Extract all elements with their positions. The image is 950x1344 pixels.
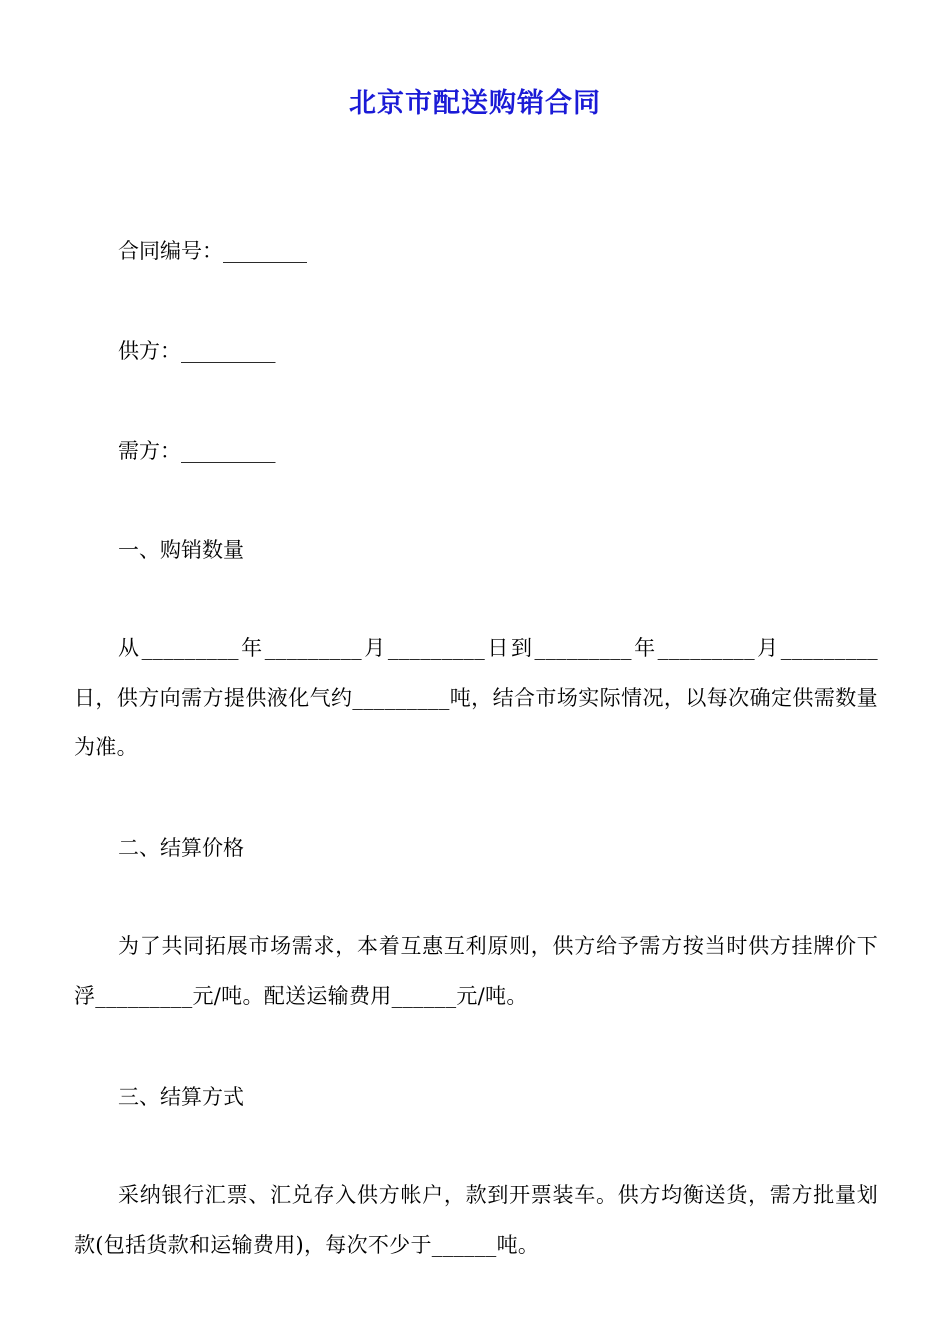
section-heading-quantity: 一、购销数量 — [118, 538, 244, 562]
section-heading-price: 二、结算价格 — [118, 836, 244, 860]
document-title: 北京市配送购销合同 — [349, 88, 601, 119]
contract-number-line: 合同编号：________ — [118, 239, 307, 263]
buyer-line: 需方：_________ — [118, 439, 276, 463]
section-body-price: 为了共同拓展市场需求，本着互惠互利原则，供方给予需方按当时供方挂牌价下浮_________元/吨。配送运输费用______元/吨。 — [74, 934, 878, 1008]
supplier-line: 供方：_________ — [118, 339, 276, 363]
section-body-quantity: 从_________年_________月_________日到_________年_________月_________日，供方向需方提供液化气约_________吨，结合市场实际情况，以每次确定供需数量为准。 — [74, 636, 878, 759]
section-body-payment: 采纳银行汇票、汇兑存入供方帐户，款到开票装车。供方均衡送货，需方批量划款(包括货款和运输费用)，每次不少于______吨。 — [74, 1183, 878, 1257]
section-heading-payment: 三、结算方式 — [118, 1085, 244, 1109]
